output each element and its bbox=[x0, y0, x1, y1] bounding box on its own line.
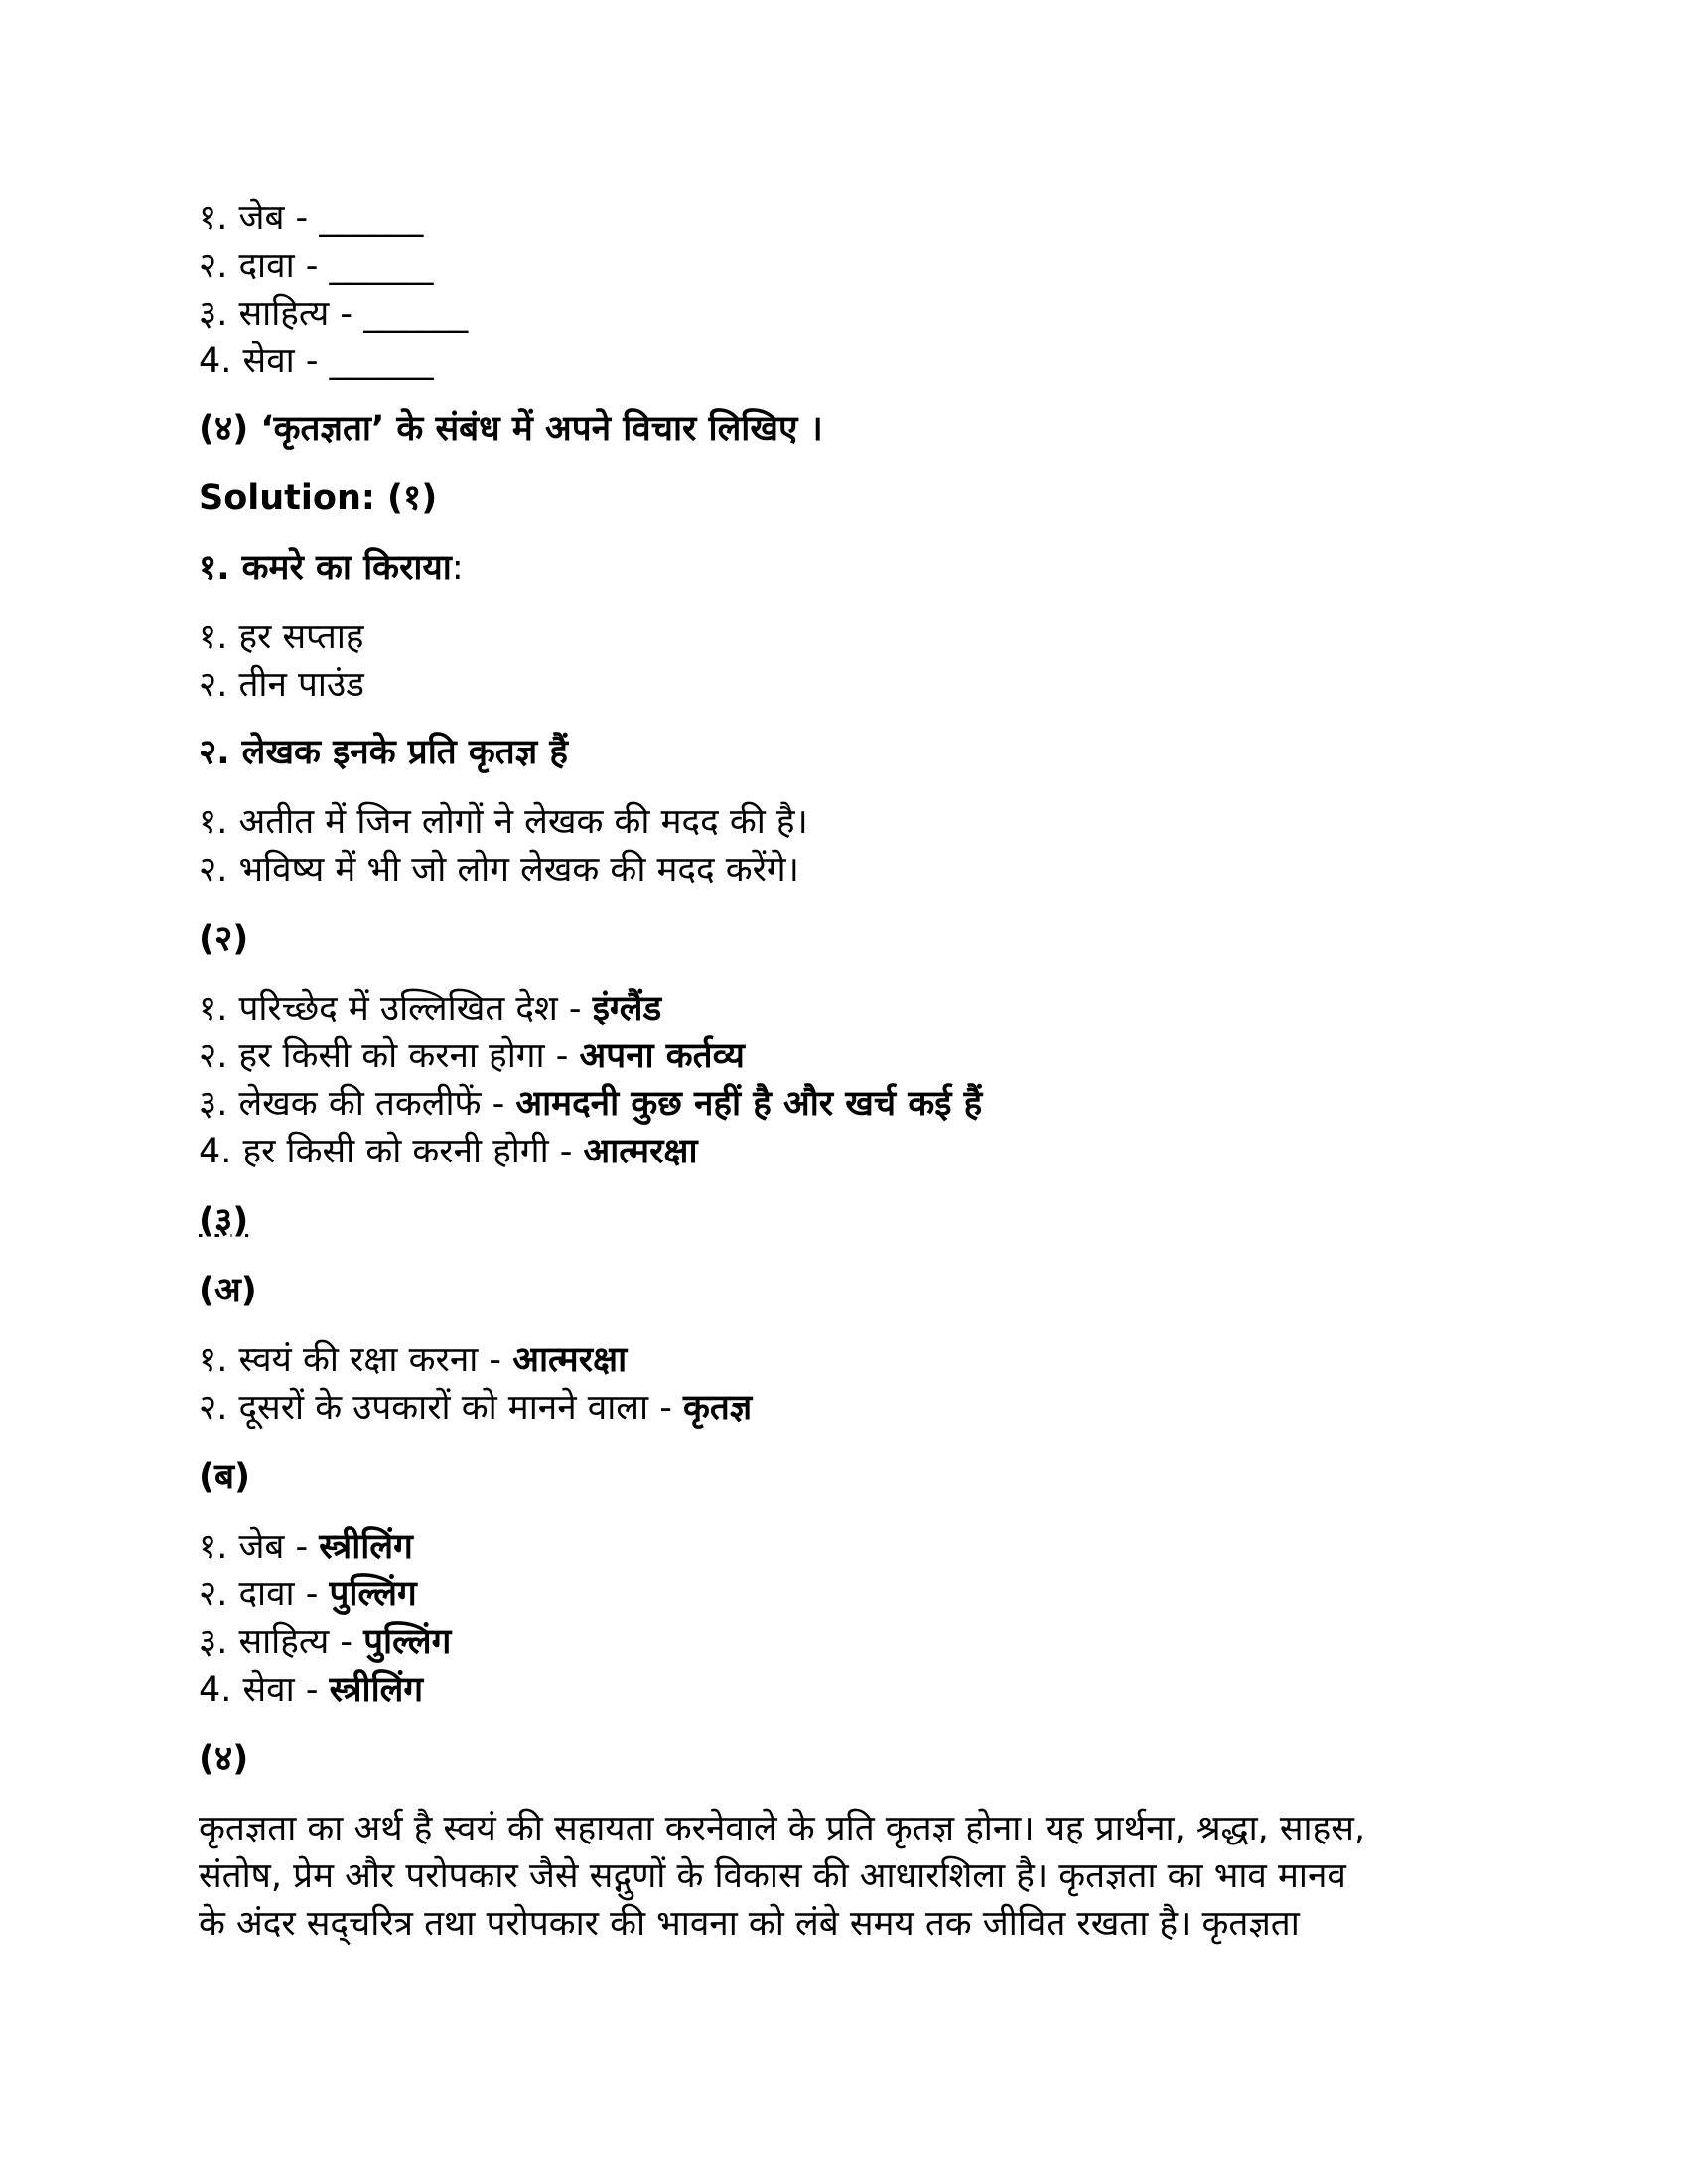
answer-blank: ______ bbox=[363, 294, 469, 334]
list-item: १. परिच्छेद में उल्लिखित देश - इंग्लैंड bbox=[199, 989, 662, 1028]
answer-text: इंग्लैंड bbox=[592, 989, 662, 1028]
answer-text: पुल्लिंग bbox=[363, 1622, 452, 1662]
gender-question-list bbox=[199, 195, 1509, 385]
answer-blank: ______ bbox=[329, 246, 434, 286]
list-item: २. हर किसी को करना होगा - अपना कर्तव्य bbox=[199, 1036, 745, 1076]
paragraph-line: कृतज्ञता का अर्थ है स्वयं की सहायता करनेवाले के प्रति कृतज्ञ होना। यह प्रार्थना, श्रद्धा, साहस, bbox=[199, 1809, 1365, 1848]
paragraph-line: के अंदर सद्चरित्र तथा परोपकार की भावना को लंबे समय तक जीवित रखता है। कृतज्ञता bbox=[199, 1904, 1300, 1944]
list-item: २. दावा - ______ bbox=[199, 246, 434, 286]
list-item: 4. सेवा - स्त्रीलिंग bbox=[199, 1670, 424, 1709]
answer-text: पुल्लिंग bbox=[329, 1574, 417, 1614]
part-3-heading: (३) bbox=[199, 1201, 249, 1241]
list-item: १. अतीत में जिन लोगों ने लेखक की मदद की है। bbox=[199, 802, 808, 842]
part-4-heading: (४) bbox=[199, 1739, 249, 1779]
answer-text: स्त्रीलिंग bbox=[329, 1670, 424, 1709]
document-page bbox=[199, 195, 1509, 1948]
list-item: ३. लेखक की तकलीफें - आमदनी कुछ नहीं है और खर्च कई हैं bbox=[199, 1084, 983, 1124]
answer-blank: ______ bbox=[329, 341, 434, 381]
list-item: १. हर सप्ताह bbox=[199, 617, 364, 657]
part-2-heading: (२) bbox=[199, 919, 249, 959]
list-item: २. दूसरों के उपकारों को मानने वाला - कृतज्ञ bbox=[199, 1388, 753, 1428]
part-3a-heading: (अ) bbox=[199, 1271, 257, 1310]
answer-text: अपना कर्तव्य bbox=[579, 1036, 745, 1076]
list-item: 4. हर किसी को करनी होगी - आत्मरक्षा bbox=[199, 1132, 698, 1171]
answer-text: आत्मरक्षा bbox=[583, 1132, 698, 1171]
solution-heading: Solution: (१) bbox=[199, 478, 438, 518]
answer-text: कृतज्ञ bbox=[682, 1388, 753, 1428]
list-item: २. दावा - पुल्लिंग bbox=[199, 1574, 417, 1614]
paragraph-line: संतोष, प्रेम और परोपकार जैसे सद्गुणों के विकास की आधारशिला है। कृतज्ञता का भाव मानव bbox=[199, 1856, 1346, 1896]
list-item: १. स्वयं की रक्षा करना - आत्मरक्षा bbox=[199, 1340, 628, 1380]
part-4-paragraph bbox=[199, 1805, 1499, 1948]
answer-text: आत्मरक्षा bbox=[512, 1340, 628, 1380]
list-item: 4. सेवा - ______ bbox=[199, 341, 434, 381]
answer-text: स्त्रीलिंग bbox=[319, 1527, 413, 1567]
list-item: १. जेब - स्त्रीलिंग bbox=[199, 1527, 413, 1567]
question-4-heading: (४) ‘कृतज्ञता’ के संबंध में अपने विचार लिखिए । bbox=[199, 409, 823, 449]
answer-blank: ______ bbox=[319, 199, 424, 238]
list-item: ३. साहित्य - पुल्लिंग bbox=[199, 1622, 452, 1662]
list-item: ३. साहित्य - ______ bbox=[199, 294, 469, 334]
list-item: २. तीन पाउंड bbox=[199, 665, 364, 705]
part-3b-heading: (ब) bbox=[199, 1457, 250, 1497]
answer-text: आमदनी कुछ नहीं है और खर्च कई हैं bbox=[515, 1084, 983, 1124]
section-2-heading: २. लेखक इनके प्रति कृतज्ञ हैं bbox=[199, 733, 568, 772]
list-item: १. जेब - ______ bbox=[199, 199, 424, 238]
section-1-heading: १. कमरे का किराया: bbox=[199, 548, 464, 588]
list-item: २. भविष्य में भी जो लोग लेखक की मदद करेंगे। bbox=[199, 850, 799, 889]
